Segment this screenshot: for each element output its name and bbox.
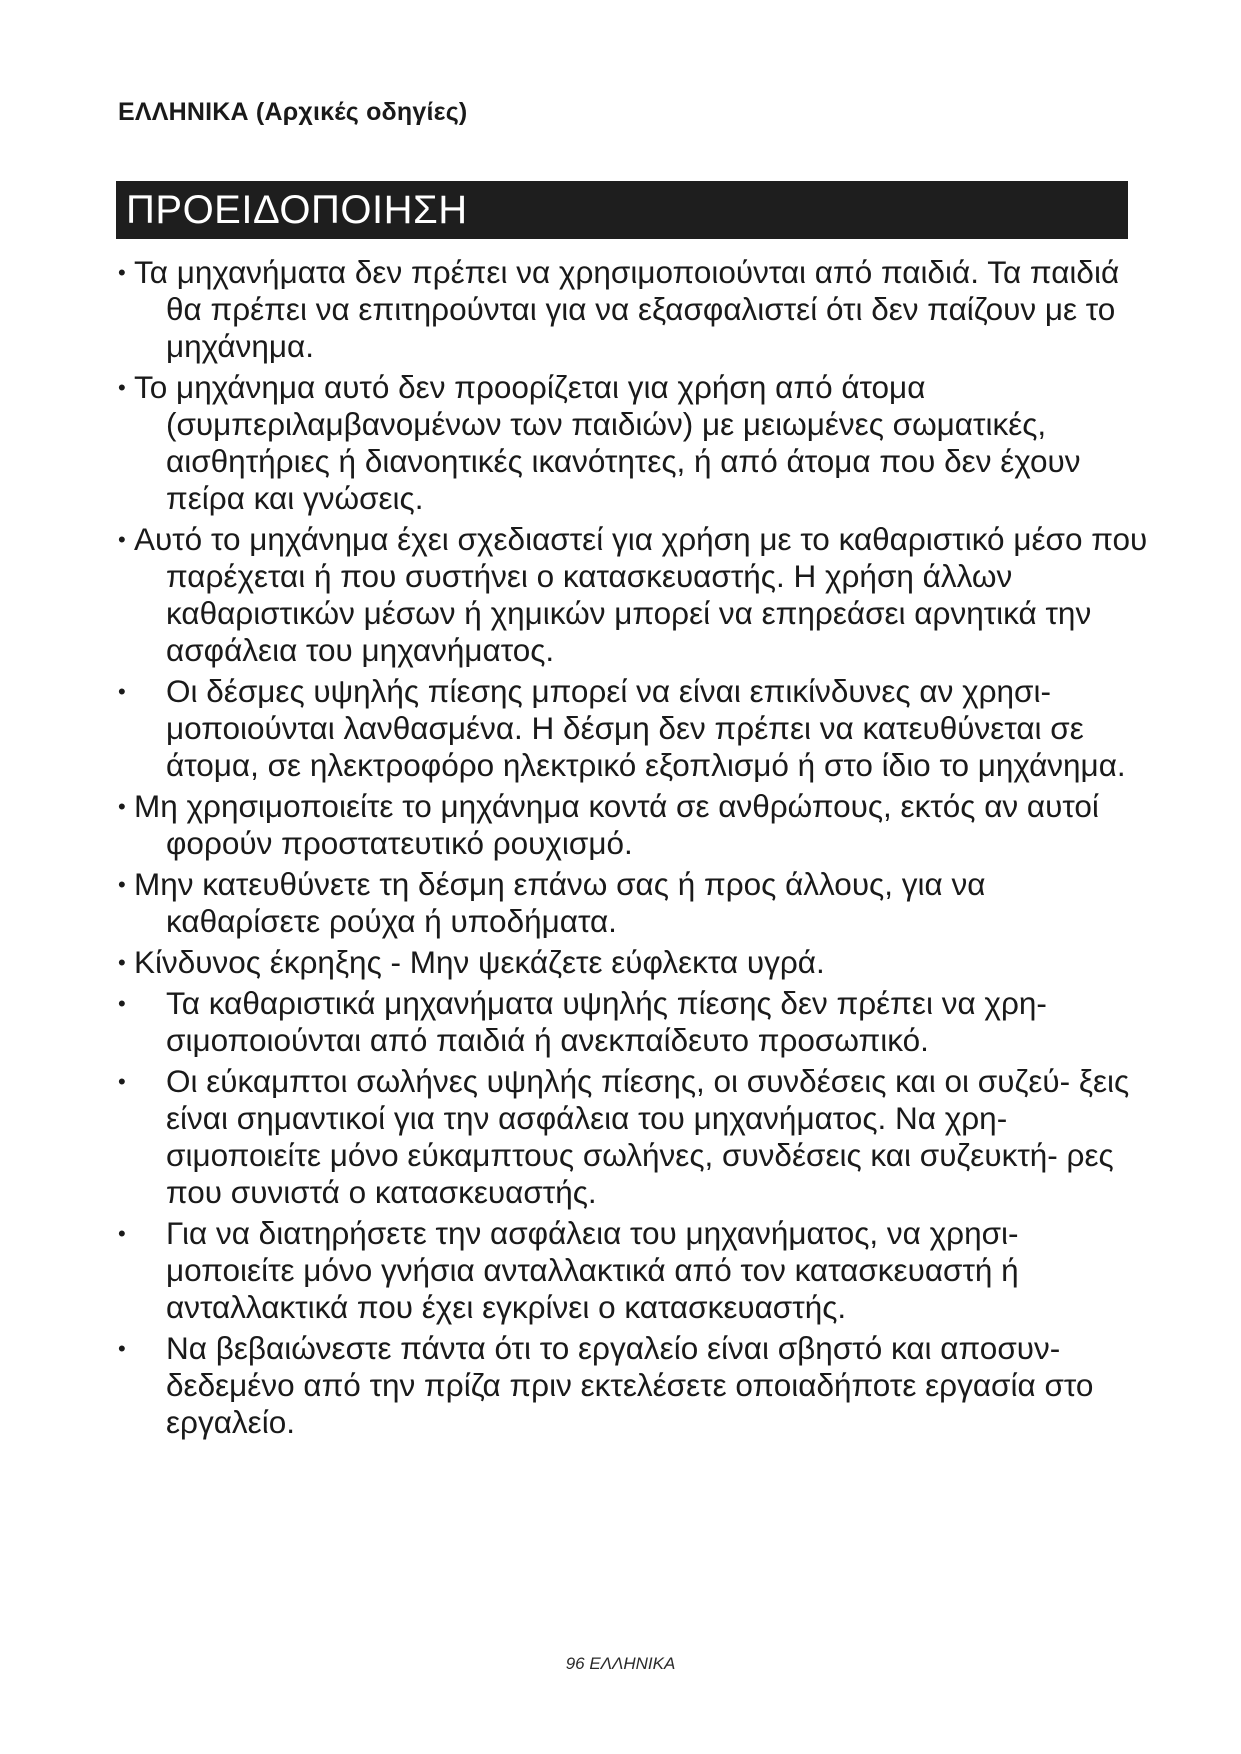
list-item [118,1063,1148,1211]
list-item-text: Αυτό το μηχάνημα έχει σχεδιαστεί για χρήση με το καθαριστικό μέσο που παρέχεται ή που συστήνει ο κατασκευαστής. Η χρήση άλλων καθαριστικών μέσων ή χημικών μπορεί να επηρεάσει αρνητικά την ασφάλεια του μηχανήματος. [134,521,1148,668]
list-item [118,673,1148,784]
language-header: ΕΛΛΗΝΙΚΑ (Αρχικές οδηγίες) [118,98,468,126]
warning-list [118,254,1148,1445]
bullet-icon: • [118,794,126,819]
list-item-text: Μην κατευθύνετε τη δέσμη επάνω σας ή προς άλλους, για να καθαρίσετε ρούχα ή υποδήματα. [134,866,986,939]
bullet-icon: • [118,872,126,897]
list-item-text: Κίνδυνος έκρηξης - Μην ψεκάζετε εύφλεκτα υγρά. [134,944,825,980]
bullet-icon: • [118,527,126,552]
list-item [118,369,1148,517]
list-item-text: Μη χρησιμοποιείτε το μηχάνημα κοντά σε ανθρώπους, εκτός αν αυτοί φορούν προστατευτικό ρουχισμό. [134,788,1099,861]
list-item [118,788,1148,862]
list-item-text: Το μηχάνημα αυτό δεν προορίζεται για χρήση από άτομα (συμπεριλαμβανομένων των παιδιών) με μειωμένες σωματικές, αισθητήριες ή διανοητικές ικανότητες, ή από άτομα που δεν έχουν πείρα και γνώσεις. [134,369,1081,516]
bullet-icon: • [118,950,126,975]
list-item [118,521,1148,669]
bullet-icon: • [118,375,126,400]
bullet-icon: • [118,1069,126,1094]
bullet-icon: • [118,991,126,1016]
bullet-icon: • [118,1221,126,1246]
page-footer: 96 ΕΛΛΗΝΙΚΑ [565,1654,676,1673]
warning-banner [116,181,1128,239]
bullet-icon: • [118,260,126,285]
bullet-icon: • [118,679,126,704]
list-item [118,944,1148,981]
list-item [118,1330,1148,1441]
list-item-text: Να βεβαιώνεστε πάντα ότι το εργαλείο είναι σβηστό και αποσυν- δεδεμένο από την πρίζα πριν εκτελέσετε οποιαδήποτε εργασία στο εργαλείο. [166,1330,1094,1440]
warning-title: ΠΡΟΕΙΔΟΠΟΙΗΣΗ [126,188,468,232]
list-item [118,254,1148,365]
list-item-text: Οι εύκαμπτοι σωλήνες υψηλής πίεσης, οι συνδέσεις και οι συζεύ- ξεις είναι σημαντικοί για την ασφάλεια του μηχανήματος. Να χρη- σιμοποιείτε μόνο εύκαμπτους σωλήνες, συνδέσεις και συζευκτή- ρες που συνιστά ο κατασκευαστής. [166,1063,1130,1210]
list-item [118,1215,1148,1326]
list-item [118,985,1148,1059]
list-item-text: Για να διατηρήσετε την ασφάλεια του μηχανήματος, να χρησι- μοποιείτε μόνο γνήσια ανταλλακτικά από τον κατασκευαστή ή ανταλλακτικά που έχει εγκρίνει ο κατασκευαστής. [166,1215,1019,1325]
list-item [118,866,1148,940]
list-item-text: Οι δέσμες υψηλής πίεσης μπορεί να είναι επικίνδυνες αν χρησι- μοποιούνται λανθασμένα. Η δέσμη δεν πρέπει να κατευθύνεται σε άτομα, σε ηλεκτροφόρο ηλεκτρικό εξοπλισμό ή στο ίδιο το μηχάνημα. [166,673,1126,783]
list-item-text: Τα μηχανήματα δεν πρέπει να χρησιμοποιούνται από παιδιά. Τα παιδιά θα πρέπει να επιτηρούνται για να εξασφαλιστεί ότι δεν παίζουν με το μηχάνημα. [134,254,1120,364]
list-item-text: Τα καθαριστικά μηχανήματα υψηλής πίεσης δεν πρέπει να χρη- σιμοποιούνται από παιδιά ή ανεκπαίδευτο προσωπικό. [166,985,1047,1058]
bullet-icon: • [118,1336,126,1361]
